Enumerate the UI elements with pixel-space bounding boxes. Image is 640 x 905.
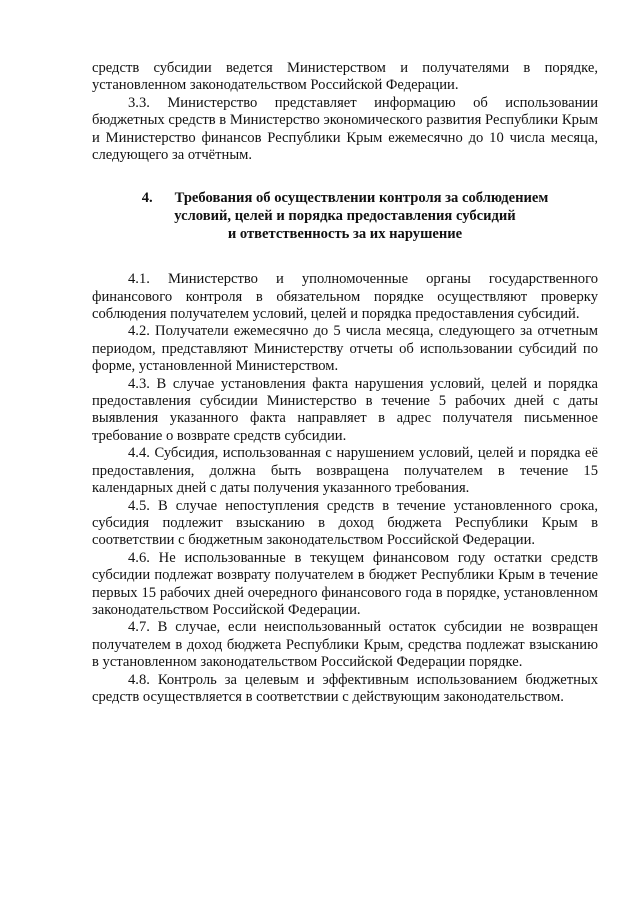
document-body <box>92 60 598 706</box>
section-heading-line-1 <box>92 190 598 208</box>
paragraph-4-3: 4.3. В случае установления факта нарушения условий, целей и порядка предоставления субсидии Министерство в течение 5 рабочих дней с даты выявления указанного факта направляет в адрес получателя письменное требование о возврате средств субсидии. <box>92 375 598 444</box>
section-title-line-3: и ответственность за их нарушение <box>227 225 463 242</box>
section-title-line-1: Требования об осуществлении контроля за соблюдением <box>174 190 549 207</box>
paragraph-4-4: 4.4. Субсидия, использованная с нарушением условий, целей и порядка её предоставления, должна быть возвращена получателем в течение 15 календарных дней с даты получения указанного требования. <box>92 445 598 497</box>
paragraph-3-3: 3.3. Министерство представляет информацию об использовании бюджетных средств в Министерство экономического развития Республики Крым и Министерство финансов Республики Крым ежемесячно до 10 числа месяца, следующего за отчётным. <box>92 94 598 164</box>
paragraph-4-7: 4.7. В случае, если неиспользованный остаток субсидии не возвращен получателем в доход бюджета Республики Крым, средства подлежат взысканию в установленном законодательством Российской Федерации порядке. <box>92 619 598 671</box>
paragraph-4-8: 4.8. Контроль за целевым и эффективным использованием бюджетных средств осуществляется в соответствии с действующим законодательством. <box>92 671 598 705</box>
paragraph-continuation: средств субсидии ведется Министерством и получателями в порядке, установленном законодательством Российской Федерации. <box>92 60 598 94</box>
paragraph-4-5: 4.5. В случае непоступления средств в течение установленного срока, субсидия подлежит взысканию в доход бюджета Республики Крым в соответствии с бюджетным законодательством Российской Федерации. <box>92 497 598 549</box>
section-heading <box>92 190 598 243</box>
paragraph-4-2: 4.2. Получатели ежемесячно до 5 числа месяца, следующего за отчетным периодом, представляют Министерству отчеты об использовании субсидий по форме, установленной Министерством. <box>92 323 598 375</box>
section-number: 4. <box>141 190 153 207</box>
paragraph-4-6: 4.6. Не использованные в текущем финансовом году остатки средств субсидии подлежат возврату получателем в бюджет Республики Крым в течение первых 15 рабочих дней очередного финансового года в порядке, установленном законодательством Российской Федерации. <box>92 549 598 618</box>
paragraph-4-1: 4.1. Министерство и уполномоченные органы государственного финансового контроля в обязательном порядке осуществляют проверку соблюдения получателем условий, целей и порядка предоставления субсидий. <box>92 271 598 323</box>
section-title-line-2: условий, целей и порядка предоставления субсидий <box>174 208 516 225</box>
